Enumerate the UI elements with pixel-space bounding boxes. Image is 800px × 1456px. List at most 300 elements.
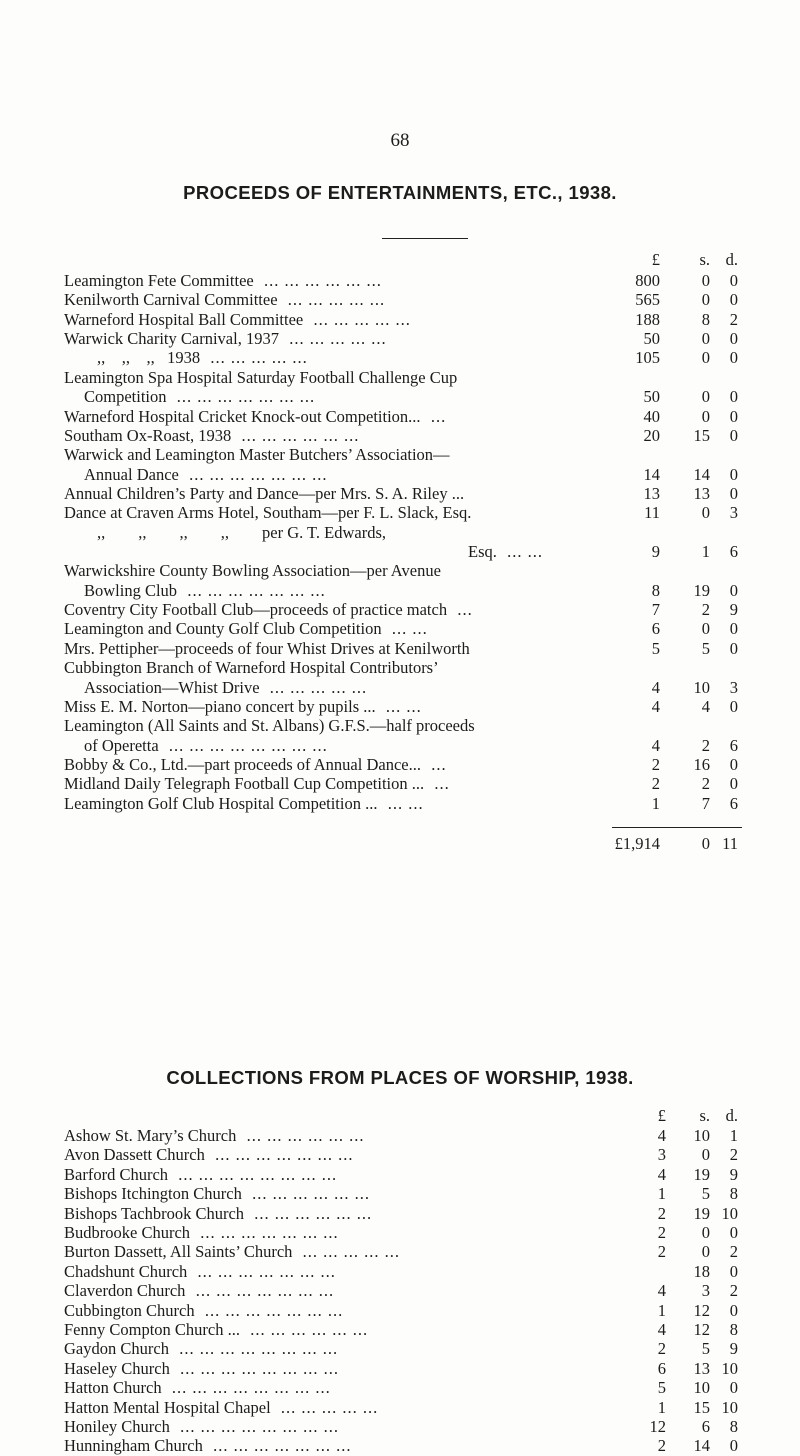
- shillings-value: 0: [701, 271, 710, 290]
- row-description: [64, 1359, 662, 1379]
- row-description: [64, 445, 652, 465]
- shillings-value: 15: [693, 425, 710, 445]
- row-description: [64, 1126, 662, 1146]
- leader-dots: ... ... ... ... ... ... ... ...: [168, 1339, 339, 1359]
- leader-dots: ... ... ... ... ... ... ...: [204, 1145, 354, 1165]
- pence-value: 2: [729, 1145, 738, 1165]
- row-label: Miss E. M. Norton—piano concert by pupils ...: [64, 696, 376, 716]
- pence-value: 8: [729, 1417, 738, 1436]
- row-description: [64, 561, 652, 581]
- leader-dots: ... ... ... ... ... ... ...: [187, 1261, 336, 1281]
- title-rule: [382, 238, 468, 239]
- row-label: Kenilworth Carnival Committee: [64, 290, 278, 310]
- pence-value: 2: [729, 1242, 738, 1262]
- shillings-value: 10: [693, 677, 710, 697]
- row-description: [64, 290, 652, 310]
- shillings-value: 2: [701, 774, 710, 794]
- pence-value: 1: [729, 1126, 738, 1145]
- table-row: [0, 503, 800, 523]
- row-description: [64, 1281, 662, 1301]
- shillings-value: 0: [701, 348, 710, 368]
- pounds-value: 188: [635, 309, 660, 329]
- leader-dots: ... ... ... ... ... ... ... ...: [158, 735, 328, 755]
- row-description: [64, 1242, 662, 1262]
- shillings-value: 19: [693, 580, 710, 600]
- pounds-value: 4: [657, 1281, 666, 1301]
- pence-value: 6: [729, 735, 738, 755]
- table-row: [0, 1281, 800, 1301]
- leader-dots: ... ... ... ... ... ...: [244, 1203, 373, 1223]
- column-header: d.: [725, 1106, 738, 1125]
- row-description: [64, 1417, 662, 1437]
- table-row: [0, 736, 800, 756]
- shillings-value: 2: [701, 600, 710, 620]
- total-rule: [612, 827, 742, 828]
- row-label: Mrs. Pettipher—proceeds of four Whist Drives at Kenilworth: [64, 638, 470, 658]
- shillings-value: 19: [693, 1164, 710, 1184]
- row-label: Association—Whist Drive: [84, 677, 260, 697]
- row-label: Bishops Tachbrook Church: [64, 1203, 245, 1223]
- leader-dots: ... ... ... ... ... ...: [241, 1184, 370, 1204]
- leader-dots: ... ... ... ... ... ...: [253, 271, 382, 290]
- row-description: [64, 310, 652, 330]
- pence-value: 9: [729, 600, 738, 620]
- leader-dots: ... ... ... ... ...: [303, 309, 411, 329]
- row-description: [64, 658, 652, 678]
- shillings-value: 6: [701, 1417, 710, 1436]
- table-row: [0, 774, 800, 794]
- row-description: [64, 794, 652, 814]
- pence-value: 6: [729, 542, 738, 562]
- row-description: [64, 1165, 662, 1185]
- shillings-value: 0: [701, 1223, 710, 1242]
- total-shillings: 0: [701, 834, 710, 854]
- leader-dots: ... ... ... ... ... ... ... ...: [168, 1164, 338, 1184]
- pounds-value: 2: [657, 1242, 666, 1262]
- row-description: [64, 755, 652, 775]
- shillings-value: 7: [701, 793, 710, 813]
- row-description: [84, 736, 652, 756]
- pence-value: 0: [729, 387, 738, 407]
- leader-dots: ... ... ... ... ... ... ...: [190, 1223, 339, 1242]
- table-row: [0, 639, 800, 659]
- pounds-value: 14: [643, 464, 660, 484]
- shillings-value: 16: [693, 755, 710, 774]
- table-row: [0, 1223, 800, 1243]
- table-row: [0, 1436, 800, 1456]
- pence-value: 9: [729, 1164, 738, 1184]
- pounds-value: 8: [651, 580, 660, 600]
- table-row: [0, 1145, 800, 1165]
- pounds-value: 9: [651, 542, 660, 562]
- pence-value: 0: [729, 1300, 738, 1320]
- row-label: Haseley Church: [64, 1358, 170, 1378]
- pounds-value: 5: [651, 638, 660, 658]
- leader-dots: ... ... ... ... ... ... ... ...: [169, 1358, 339, 1378]
- pounds-value: 4: [651, 696, 660, 716]
- row-description: [64, 619, 652, 639]
- pence-value: 8: [729, 1320, 738, 1339]
- leader-dots: ... ... ... ... ... ... ...: [194, 1300, 344, 1320]
- pounds-value: 1: [657, 1184, 666, 1204]
- row-description: [64, 271, 652, 291]
- row-description: [64, 716, 652, 736]
- table-row: [0, 1204, 800, 1224]
- pounds-value: 20: [643, 425, 660, 445]
- pence-value: 0: [729, 271, 738, 290]
- table-row: [0, 310, 800, 330]
- shillings-value: 5: [701, 1339, 710, 1359]
- pounds-value: 1: [651, 793, 660, 813]
- row-label: Hatton Mental Hospital Chapel: [64, 1397, 271, 1417]
- pence-value: 0: [729, 696, 738, 716]
- shillings-value: 10: [693, 1126, 710, 1145]
- pence-value: 2: [729, 1281, 738, 1301]
- shillings-value: 12: [693, 1320, 710, 1339]
- table-row: [0, 387, 800, 407]
- pence-value: 3: [729, 677, 738, 697]
- row-label: Coventry City Football Club—proceeds of practice match: [64, 600, 448, 620]
- leader-dots: ... ... ... ... ...: [278, 329, 387, 349]
- total-pence: 11: [722, 834, 738, 854]
- pence-value: 8: [729, 1184, 738, 1204]
- shillings-value: 0: [701, 329, 710, 349]
- leader-dots: ... ... ... ... ... ...: [236, 1126, 365, 1145]
- row-label: Ashow St. Mary’s Church: [64, 1126, 237, 1145]
- pounds-value: 2: [657, 1436, 666, 1456]
- shillings-value: 18: [693, 1261, 710, 1281]
- table-row: [0, 658, 800, 678]
- row-description: [64, 1184, 662, 1204]
- table-row: [0, 407, 800, 427]
- pounds-value: 40: [643, 406, 660, 426]
- table-row: [0, 271, 800, 291]
- row-label: Barford Church: [64, 1164, 169, 1184]
- pence-value: 0: [729, 580, 738, 600]
- section-title-entertainments: PROCEEDS OF ENTERTAINMENTS, ETC., 1938.: [183, 182, 617, 203]
- pounds-value: 565: [635, 290, 660, 310]
- column-header: s.: [699, 250, 710, 269]
- row-description: [64, 407, 652, 427]
- table-row: [0, 581, 800, 601]
- pence-value: 10: [721, 1203, 738, 1223]
- leader-dots: ... ... ... ... ... ... ...: [166, 387, 316, 407]
- row-description: [64, 1262, 662, 1282]
- row-description: [64, 523, 652, 543]
- shillings-value: 5: [701, 638, 710, 658]
- total-row: [0, 834, 800, 854]
- pounds-value: 2: [657, 1339, 666, 1359]
- pounds-value: 12: [649, 1417, 666, 1436]
- shillings-value: 13: [693, 483, 710, 503]
- row-description: [64, 484, 652, 504]
- leader-dots: ... ... ... ... ...: [292, 1242, 401, 1262]
- table-row: [0, 348, 800, 368]
- leader-dots: ... ... ... ... ...: [259, 677, 368, 697]
- row-label: Annual Dance: [84, 464, 179, 484]
- row-label: Warwick Charity Carnival, 1937: [64, 329, 279, 349]
- row-label: Leamington (All Saints and St. Albans) G.F.S.—half proceeds: [64, 716, 475, 736]
- row-label: Honiley Church: [64, 1417, 170, 1436]
- column-header: £: [657, 1106, 666, 1125]
- row-description: [64, 368, 652, 388]
- row-description: [468, 542, 652, 562]
- row-label: Warneford Hospital Ball Committee: [64, 309, 304, 329]
- row-label: Midland Daily Telegraph Football Cup Competition ...: [64, 774, 425, 794]
- row-description: [64, 774, 652, 794]
- shillings-value: 12: [693, 1300, 710, 1320]
- table-row: [0, 561, 800, 581]
- row-label: Leamington and County Golf Club Competition: [64, 619, 382, 639]
- pence-value: 0: [729, 1223, 738, 1242]
- row-label: Esq.: [468, 542, 497, 562]
- row-label: Cubbington Branch of Warneford Hospital Contributors’: [64, 658, 439, 678]
- pence-value: 0: [729, 774, 738, 794]
- leader-dots: ... ... ... ... ... ... ...: [178, 464, 328, 484]
- table-row: [0, 1417, 800, 1437]
- row-label: Leamington Spa Hospital Saturday Football Challenge Cup: [64, 367, 458, 387]
- row-description: [64, 329, 652, 349]
- leader-dots: ... ... ... ... ... ... ...: [177, 580, 326, 600]
- pence-value: 0: [729, 1261, 738, 1281]
- table-row: [0, 619, 800, 639]
- leader-dots: ... ... ... ... ... ...: [240, 1320, 369, 1339]
- shillings-value: 0: [701, 290, 710, 310]
- table-row: [0, 697, 800, 717]
- page-number: 68: [390, 130, 410, 151]
- shillings-value: 19: [693, 1203, 710, 1223]
- row-description: [64, 1204, 662, 1224]
- pence-value: 0: [729, 348, 738, 368]
- pounds-value: 4: [657, 1320, 666, 1339]
- leader-dots: ... ... ... ... ... ... ...: [185, 1281, 335, 1301]
- row-label: Budbrooke Church: [64, 1223, 191, 1242]
- pence-value: 2: [729, 309, 738, 329]
- table-row: [0, 1242, 800, 1262]
- row-label: Chadshunt Church: [64, 1261, 188, 1281]
- shillings-value: 15: [693, 1397, 710, 1417]
- row-label: ,, ,, ,, ,, per G. T. Edwards,: [64, 522, 387, 542]
- table-row: [0, 484, 800, 504]
- row-description: [64, 1145, 662, 1165]
- row-label: Cubbington Church: [64, 1300, 195, 1320]
- leader-dots: ... ...: [377, 793, 424, 813]
- row-label: Claverdon Church: [64, 1281, 186, 1301]
- column-header: s.: [699, 1106, 710, 1125]
- table-row: [0, 1359, 800, 1379]
- table-row: [0, 716, 800, 736]
- row-description: [64, 1398, 662, 1418]
- row-label: Gaydon Church: [64, 1339, 169, 1359]
- row-description: [84, 465, 652, 485]
- table-row: [0, 523, 800, 543]
- row-label: Hatton Church: [64, 1378, 162, 1398]
- row-label: Fenny Compton Church ...: [64, 1320, 240, 1339]
- pounds-value: 800: [635, 271, 660, 290]
- pence-value: 3: [729, 503, 738, 523]
- pounds-value: 7: [651, 600, 660, 620]
- pounds-value: 3: [657, 1145, 666, 1165]
- shillings-value: 1: [701, 542, 710, 562]
- shillings-value: 10: [693, 1378, 710, 1398]
- pence-value: 0: [729, 483, 738, 503]
- row-description: [64, 600, 652, 620]
- row-description: [64, 639, 652, 659]
- leader-dots: ... ... ... ... ...: [200, 348, 308, 368]
- shillings-value: 2: [701, 735, 710, 755]
- row-label: Annual Children’s Party and Dance—per Mrs. S. A. Riley ...: [64, 483, 465, 503]
- row-label: Leamington Fete Committee: [64, 271, 254, 290]
- row-description: [84, 581, 652, 601]
- column-header: d.: [725, 250, 738, 269]
- leader-dots: ... ...: [375, 696, 422, 716]
- pounds-value: 6: [657, 1358, 666, 1378]
- pounds-value: 2: [651, 755, 660, 774]
- pounds-value: 50: [643, 387, 660, 407]
- row-description: [64, 1339, 662, 1359]
- leader-dots: ... ... ... ... ... ... ...: [202, 1436, 352, 1456]
- pence-value: 0: [729, 638, 738, 658]
- leader-dots: ...: [424, 774, 450, 794]
- row-description: [64, 426, 652, 446]
- shillings-value: 0: [701, 406, 710, 426]
- table-row: [0, 794, 800, 814]
- row-label: Bowling Club: [84, 580, 178, 600]
- pence-value: 10: [721, 1358, 738, 1378]
- pounds-value: 1: [657, 1300, 666, 1320]
- leader-dots: ... ... ... ... ... ... ... ...: [161, 1378, 331, 1398]
- pounds-value: 2: [651, 774, 660, 794]
- row-label: Warneford Hospital Cricket Knock-out Competition...: [64, 406, 421, 426]
- table-row: [0, 1126, 800, 1146]
- row-description: [64, 348, 652, 368]
- table-row: [0, 542, 800, 562]
- leader-dots: ...: [420, 755, 447, 774]
- section-title-worship: COLLECTIONS FROM PLACES OF WORSHIP, 1938.: [166, 1067, 634, 1088]
- table-row: [0, 1398, 800, 1418]
- pounds-value: 50: [643, 329, 660, 349]
- pounds-value: 11: [644, 503, 660, 523]
- leader-dots: ... ... ... ... ... ...: [231, 425, 360, 445]
- table-row: [0, 1320, 800, 1340]
- table-row: [0, 1262, 800, 1282]
- row-label: Southam Ox-Roast, 1938: [64, 425, 232, 445]
- table-row: [0, 600, 800, 620]
- pence-value: 0: [729, 1378, 738, 1398]
- column-header: £: [651, 250, 660, 269]
- leader-dots: ... ...: [381, 619, 428, 639]
- shillings-value: 13: [693, 1358, 710, 1378]
- row-description: [64, 503, 652, 523]
- total-pounds: £1,914: [614, 834, 660, 854]
- row-label: Bishops Itchington Church: [64, 1184, 242, 1204]
- leader-dots: ...: [420, 406, 447, 426]
- row-description: [64, 1301, 662, 1321]
- pounds-value: 4: [651, 677, 660, 697]
- row-label: Warwickshire County Bowling Association—per Avenue: [64, 561, 441, 581]
- pence-value: 0: [729, 406, 738, 426]
- pence-value: 0: [729, 1436, 738, 1456]
- row-description: [64, 1223, 662, 1243]
- pounds-value: 2: [657, 1203, 666, 1223]
- pence-value: 0: [729, 290, 738, 310]
- row-label: ,, ,, ,, 1938: [64, 348, 201, 368]
- pence-value: 0: [729, 425, 738, 445]
- leader-dots: ...: [447, 600, 473, 620]
- table-row: [0, 290, 800, 310]
- table-row: [0, 1184, 800, 1204]
- pence-value: 0: [729, 329, 738, 349]
- row-description: [64, 1378, 662, 1398]
- pounds-value: 4: [657, 1126, 666, 1145]
- row-label: Avon Dassett Church: [64, 1145, 205, 1165]
- row-label: Warwick and Leamington Master Butchers’ Association—: [64, 445, 450, 465]
- table-row: [0, 368, 800, 388]
- shillings-value: 14: [693, 1436, 710, 1456]
- row-description: [64, 697, 652, 717]
- row-label: of Operetta: [84, 735, 159, 755]
- pounds-value: 5: [657, 1378, 666, 1398]
- table-row: [0, 755, 800, 775]
- row-label: Bobby & Co., Ltd.—part proceeds of Annual Dance...: [64, 755, 421, 774]
- pence-value: 0: [729, 464, 738, 484]
- row-description: [84, 387, 652, 407]
- row-label: Leamington Golf Club Hospital Competition ...: [64, 793, 378, 813]
- table-row: [0, 1378, 800, 1398]
- table-row: [0, 445, 800, 465]
- shillings-value: 0: [701, 503, 710, 523]
- table-row: [0, 1165, 800, 1185]
- row-label: Competition: [84, 387, 167, 407]
- table-row: [0, 329, 800, 349]
- row-description: [64, 1436, 662, 1456]
- row-description: [84, 678, 652, 698]
- pounds-value: 2: [657, 1223, 666, 1242]
- pounds-value: 4: [651, 735, 660, 755]
- row-label: Dance at Craven Arms Hotel, Southam—per F. L. Slack, Esq.: [64, 503, 472, 523]
- shillings-value: 4: [701, 696, 710, 716]
- table-row: [0, 1339, 800, 1359]
- shillings-value: 5: [701, 1184, 710, 1204]
- pounds-value: 4: [657, 1164, 666, 1184]
- leader-dots: ... ... ... ... ...: [277, 290, 386, 310]
- row-label: Hunningham Church: [64, 1436, 203, 1456]
- table-row: [0, 426, 800, 446]
- shillings-value: 0: [701, 387, 710, 407]
- pounds-value: 1: [657, 1397, 666, 1417]
- pounds-value: 13: [643, 483, 660, 503]
- pence-value: 0: [729, 619, 738, 639]
- pence-value: 6: [729, 793, 738, 813]
- shillings-value: 0: [701, 619, 710, 639]
- leader-dots: ... ...: [496, 542, 543, 562]
- pence-value: 10: [721, 1397, 738, 1417]
- shillings-value: 0: [701, 1145, 710, 1165]
- leader-dots: ... ... ... ... ...: [270, 1397, 379, 1417]
- row-label: Burton Dassett, All Saints’ Church: [64, 1242, 293, 1262]
- shillings-value: 14: [693, 464, 710, 484]
- table-row: [0, 465, 800, 485]
- pounds-value: 105: [635, 348, 660, 368]
- shillings-value: 0: [701, 1242, 710, 1262]
- table-row: [0, 678, 800, 698]
- shillings-value: 8: [701, 309, 710, 329]
- pence-value: 9: [729, 1339, 738, 1359]
- leader-dots: ... ... ... ... ... ... ... ...: [169, 1417, 339, 1436]
- pence-value: 0: [729, 755, 738, 774]
- table-row: [0, 1301, 800, 1321]
- shillings-value: 3: [701, 1281, 710, 1301]
